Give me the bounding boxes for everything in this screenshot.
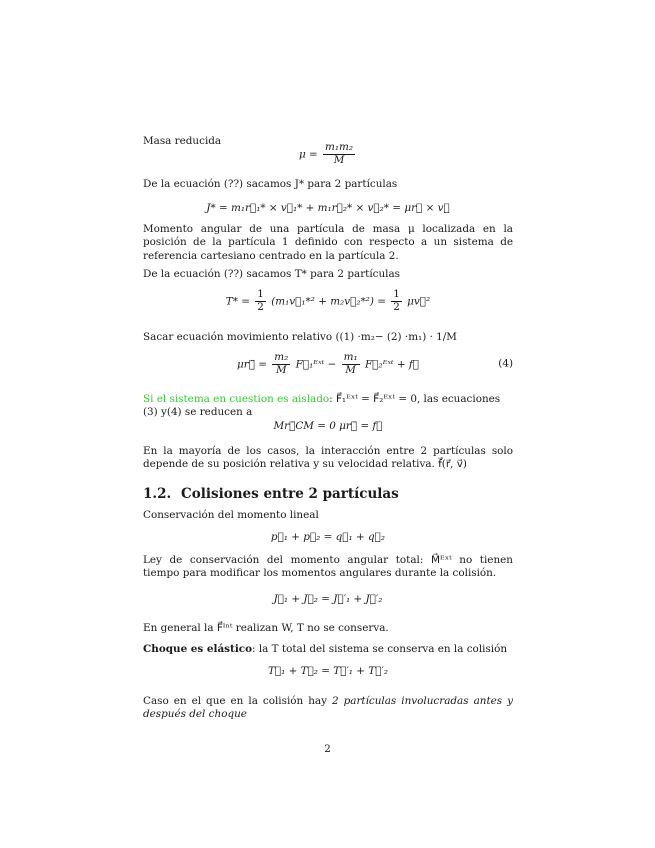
fraction-numerator: 1	[257, 288, 264, 300]
fraction-numerator: m₂	[274, 351, 289, 363]
paragraph-linear-momentum: Conservación del momento lineal	[143, 509, 319, 521]
fraction	[323, 142, 355, 167]
fraction-denominator: M	[345, 363, 356, 376]
fraction-numerator: m₁	[343, 351, 358, 363]
fraction	[255, 289, 266, 314]
fraction-denominator: M	[333, 153, 345, 166]
equation-kinetic-conservation: T⃗₁ + T⃗₂ = T⃗′₁ + T⃗′₂	[268, 665, 388, 677]
equation-angular-conservation: J⃗₁ + J⃗₂ = J⃗′₁ + J⃗′₂	[273, 593, 383, 605]
paragraph-T-equation: De la ecuación (??) sacamos T* para 2 partículas	[143, 268, 401, 280]
paragraph-collision-case	[143, 695, 513, 722]
equation-number: (4)	[498, 357, 513, 370]
paragraph-reduced-mass: Masa reducida	[143, 135, 222, 147]
section-number: 1.2.	[143, 486, 172, 502]
section-title: Colisiones entre 2 partículas	[181, 486, 399, 502]
equation-middle: (m₁v⃗₁*² + m₂v⃗₂*²) =	[271, 295, 386, 308]
fraction-numerator: m₁m₂	[325, 141, 354, 153]
italic-text: 2 partículas involucradas antes y después del choque	[143, 695, 513, 721]
equation-lhs: T* =	[225, 295, 250, 308]
equation-term: F⃗₁ᴱˣᵗ −	[295, 358, 337, 371]
equation-lhs: μ =	[298, 148, 318, 161]
equation-term: F⃗₂ᴱˣᵗ + f⃗	[364, 358, 419, 371]
equation-rhs: μv⃗²	[407, 295, 431, 308]
fraction-denominator: 2	[257, 300, 264, 313]
fraction	[272, 352, 290, 377]
fraction-numerator: 1	[393, 288, 400, 300]
equation-4	[143, 352, 513, 377]
paragraph-text: Caso en el que en la colisión hay	[143, 695, 332, 707]
paragraph-isolated-system	[143, 393, 513, 420]
green-highlight-text: Si el sistema en cuestion es aislado	[143, 393, 330, 405]
paragraph-interaction: En la mayoría de los casos, la interacción entre 2 partículas solo depende de su posición relativa y su velocidad relativa. f⃗(r⃗, v⃗)	[143, 445, 513, 471]
paragraph-internal-force: En general la F⃗ᴵⁿᵗ realizan W, T no se conserva.	[143, 622, 389, 634]
fraction-denominator: 2	[393, 300, 400, 313]
paragraph-elastic	[143, 643, 513, 656]
equation-kinetic-energy	[143, 289, 513, 314]
fraction	[391, 289, 402, 314]
page-number: 2	[324, 743, 331, 755]
paragraph-angular-momentum: Momento angular de una partícula de masa μ localizada en la posición de la partícula 1 definido con respecto a un sistema de referencia cartesiano centrado en la partícula 2.	[143, 223, 513, 262]
paragraph-text: : F⃗₁ᴱˣᵗ = F⃗₂ᴱˣᵗ = 0, las ecuaciones (3) y(4) se reducen a	[143, 393, 501, 419]
fraction-denominator: M	[275, 363, 287, 376]
equation-angular-momentum: J* = m₁r⃗₁* × v⃗₁* + m₁r⃗₂* × v⃗₂* = μr⃗ × v⃗	[206, 202, 450, 214]
equation-lhs: μr⃗̈ =	[237, 358, 267, 371]
paragraph-relative-motion: Sacar ecuación movimiento relativo ((1) ·m₂− (2) ·m₁) · 1/M	[143, 331, 457, 343]
equation-isolated: Mr⃗̈CM = 0 μr⃗̈ = f⃗	[273, 420, 383, 432]
equation-reduced-mass	[143, 142, 513, 167]
section-heading	[143, 486, 513, 503]
fraction	[342, 352, 360, 377]
equation-linear-momentum: p⃗₁ + p⃗₂ = q⃗₁ + q⃗₂	[270, 531, 386, 543]
bold-term: Choque es elástico	[143, 643, 253, 655]
paragraph-text: : la T total del sistema se conserva en la colisión	[252, 643, 508, 655]
paragraph-J-equation: De la ecuación (??) sacamos J* para 2 partículas	[143, 178, 398, 190]
paragraph-angular-conservation: Ley de conservación del momento angular total: M⃗ᴱˣᵗ no tienen tiempo para modificar los momentos angulares durante la colisión.	[143, 554, 513, 580]
